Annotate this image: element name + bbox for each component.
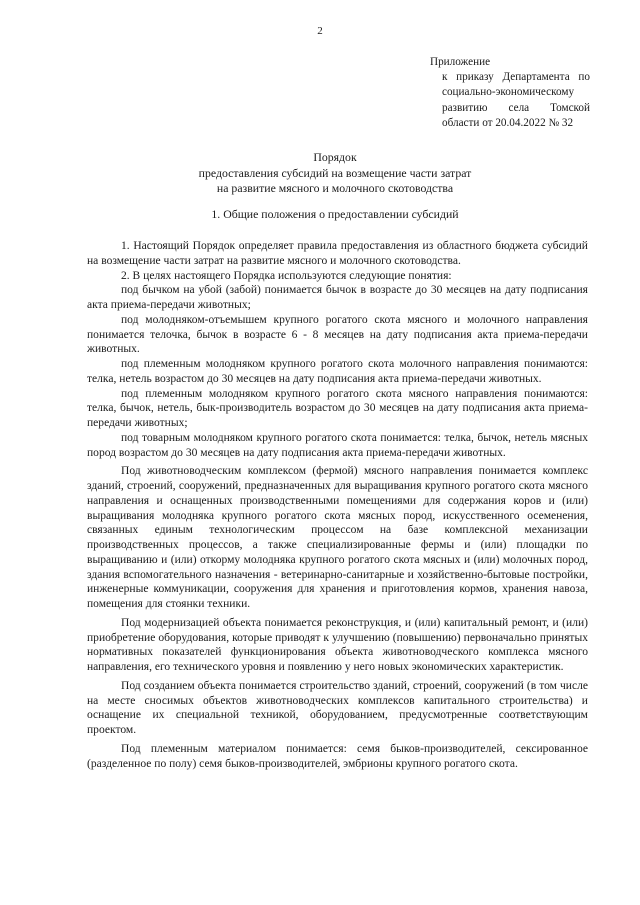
paragraph-5: под племенным молодняком крупного рогатого скота молочного направления понимаются: телка, нетель возрастом до 30 месяцев на дату подписания акта приема-передачи животных.	[87, 358, 588, 385]
paragraph-6: под племенным молодняком крупного рогатого скота мясного направления понимаются: телка, бычок, нетель, бык-производитель возрастом до 30 месяцев на дату подписания акта приема-передачи животных;	[87, 387, 588, 429]
paragraph-10: Под созданием объекта понимается строительство зданий, строений, сооружений (в том числе на месте сносимых объектов животноводческих комплексов капитального строительства) и оснащение их специальной техникой, оборудованием, предусмотренные соответствующим проектом.	[87, 679, 588, 736]
paragraph-2: 2. В целях настоящего Порядка используются следующие понятия:	[121, 269, 452, 282]
paragraph-8: Под животноводческим комплексом (фермой) мясного направления понимается комплекс зданий, строений, сооружений, предназначенных для выращивания крупного рогатого скота мясного направления и оснащенных производственными помещениями для содержания коров и (или) выращивания молодняка крупного рогатого скота мясных пород, искусственного осеменения, связанных единым технологическим процессом на базе комплексной механизации производственных процессов, а также специализированные фермы и (или) площадки по выращиванию и (или) откорму молодняка крупного рогатого скота мясных и (или) молочных пород, здания вспомогательного назначения - ветеринарно-санитарные и хозяйственно-бытовые постройки, инженерные коммуникации, сооружения для хранения и приготовления кормов, хранения навоза, помещения для стоянки техники.	[87, 465, 588, 610]
page-number: 2	[317, 25, 323, 37]
title-line-3: на развитие мясного и молочного скотоводства	[216, 181, 454, 195]
document-body	[87, 239, 588, 771]
appendix-header	[430, 55, 590, 131]
paragraph-7: под товарным молодняком крупного рогатого скота понимается: телка, бычок, нетель мясных пород возрастом до 30 месяцев на дату подписания акта приема-передачи животных.	[87, 431, 588, 459]
document-title	[110, 150, 560, 197]
paragraph-4: под молодняком-отъемышем крупного рогатого скота мясного и молочного направления понимается телочка, бычок в возрасте 6 - 8 месяцев на дату подписания акта приема-передачи животных.	[87, 313, 588, 356]
section-heading: 1. Общие положения о предоставлении субсидий	[211, 207, 459, 221]
appendix-reference: к приказу Департамента по социально-экономическому развитию села Томской области от 20.04.2022 № 32	[442, 71, 590, 129]
paragraph-11: Под племенным материалом понимается: семя быков-производителей, сексированное (разделенное по полу) семя быков-производителей, эмбрионы крупного рогатого скота.	[87, 742, 588, 770]
title-line-2: предоставления субсидий на возмещение части затрат	[198, 165, 472, 180]
paragraph-3: под бычком на убой (забой) понимается бычок в возрасте до 30 месяцев на дату подписания акта приема-передачи животных;	[87, 284, 588, 311]
paragraph-9: Под модернизацией объекта понимается реконструкция, и (или) капитальный ремонт, и (или) приобретение оборудования, которые приводят к улучшению (повышению) первоначально принятых нормативных показателей функционирования объекта животноводческого комплекса мясного направления, его технического уровня и появлению у него новых экономических характеристик.	[87, 616, 588, 673]
title-line-1: Порядок	[313, 150, 357, 164]
paragraph-1: 1. Настоящий Порядок определяет правила предоставления из областного бюджета субсидий на возмещение части затрат на развитие мясного и молочного скотоводства.	[87, 240, 588, 267]
appendix-title: Приложение	[430, 56, 491, 68]
